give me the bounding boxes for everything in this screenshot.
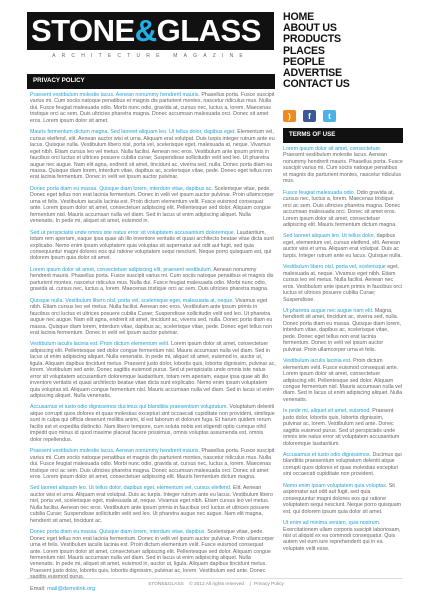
main-paragraph — [30, 267, 276, 293]
main-paragraph — [30, 529, 276, 581]
main-paragraph — [30, 485, 276, 524]
footer-privacy-link[interactable]: Privacy Policy — [254, 582, 284, 587]
sidebar-paragraph-heading[interactable]: Vestibulum libero nisl, porta vel, scelerisque — [283, 264, 386, 271]
main-paragraph-heading[interactable]: Quisque nulla. Vestibulum libero nisl, porta vel, scelerisque eget, malesuada at, neque. — [30, 297, 234, 304]
sidebar-paragraph — [283, 358, 403, 403]
main-paragraph-heading[interactable]: Sed ut perspiciatis unde omnis iste natus error sit voluptatem accusantium doloremque. — [30, 229, 236, 236]
main-paragraph-text: Vivamus eget nibh. Etiam cursus leo vel metus. Nulla facilisi. Aenean nec eros. Vestibulum ante ipsum primis in faucibus orci luctus et ultrices posuere cubilia Curae; Suspendisse sollicitudin velit sed leo. Ut pharetra augue nec augue. Nam elit agna, endrerit sit amet, tincidunt ac, viverra sed, nulla. Donec porta diam eu massa. Quisque diam lorem, interdum vitae, dapibus ac, scelerisque vitae, pede. Donec eget tellus non erat lacinia fermentum. Donec in velit vel ipsum auctor pulvinar. — [30, 297, 273, 336]
facebook-icon[interactable]: f — [303, 110, 316, 122]
social-links — [283, 110, 336, 122]
main-paragraph — [30, 341, 276, 399]
sidebar-paragraph-heading[interactable]: Vestibulum iaculis lacinia est. — [283, 358, 352, 365]
main-paragraph — [30, 129, 276, 181]
main-paragraph-text: Lorem ipsum dolor sit amet, consectetuer adipiscing elit. Pellentesque sed dolor congue fermentum nisl. Mauris accumsan nulla vel diam. Sed in lacus ut enim adipiscing aliquet. Nulla venenatis. In pede mi, aliquet sit amet, euismod in, auctor ut, ligula. Aliquam dapibus tincidunt metus. Praesent justo dolor, lobortis quis, lobortis dignissim, pulvinar ac, lorem. Vestibulum sed ante. Donec sagittis euismod purus. Sed ut perspiciatis unde omnis iste natus error sit voluptatem accusantium doloremque laudantium, totam rem aperiam, eaque ipsa quae ab illo inventore veritatis et quasi architecto beatae vitae dicta sunt explicabo. Nemo enim ipsam voluptatem quia voluptas sit. Aliquam congue fermentum nisl. Mauris accumsan nulla vel diam. Sed in lacus ut enim adipiscing aliquet. Nulla venenatis. — [30, 341, 276, 400]
sidebar-paragraph-heading[interactable]: Accusamus et iusto odio dignissimos. — [283, 452, 372, 459]
sidebar-paragraph-text: Praesent justo dolor, lobortis quis, lobortis dignissim, pulvinar ac, lorem. Vestibulum sed ante. Donec sagittis euismod purus. Sed ut perspiciatis unde omnis iste natus error sit voluptatem accusantium doloremque laudantium. — [283, 408, 400, 447]
nav-advertise[interactable]: ADVERTISE — [283, 67, 342, 80]
main-paragraph-text: Scelerisque vitae, pede. Donec eget tellus non erat lacinia fermentum. Donec in velit vel ipsum auctor pulvinar. Proin ullamcorper urna et felis. Vestibulum iaculis lacinia est. Proin dictum elementum velit. Fusce euismod consequat ante. Lorem ipsum dolor sit amet, consectetuer adipiscing elit. Pellentesque sed dolor. Aliquam congue fermentum nisl. Mauris accumsan nulla vel diam. Sed in lacus ut enim adipiscing aliquet. Nulla venenatis. In pede mi, aliquet sit amet, euismod in, auctor ut, ligula. Aliquam dapibus tincidunt metus. Praesent justo dolor, lobortis quis, lobortis dignissim, pulvinar ac, lorem. Vestibulum sed ante. Donec — [30, 529, 275, 574]
main-paragraph — [30, 186, 276, 225]
twitter-icon[interactable]: t — [323, 110, 336, 122]
sidebar-paragraph-text: Ducimus qui blanditiis praesentium voluptatum deleniti atque corrupti quos dolores et quas molestias excepturi sint occaecati cupiditate non provident. — [283, 452, 402, 478]
logo-part1: STONE — [31, 13, 135, 48]
main-paragraph — [30, 404, 276, 443]
sidebar-paragraph-text: Praesent vestibulum molestie lacus. Aenean nonummy hendrerit mauris. Phasellus porta. Fusce suscipit varius mi. Cum sociis natoque penatibus et magnis dis parturient montes, nascetur ridiculus mus. — [283, 152, 403, 185]
nav-contact-us[interactable]: CONTACT US — [283, 78, 350, 91]
footer-divider — [27, 578, 403, 579]
sidebar-paragraph — [283, 520, 403, 552]
sidebar-content — [283, 146, 403, 578]
footer — [0, 582, 430, 587]
sidebar-paragraph-text: eget, malesuada at, neque. Vivamus eget nibh. Etiam cursus leo vel metus. Nulla facilisi. Aenean nec eros. Vestibulum ante ipsum primis in faucibus orci luctus et ultrices posuere cubilia Curae; Suspendisse. — [283, 264, 402, 303]
main-nav — [283, 12, 350, 90]
rss-icon[interactable]: ) — [283, 110, 296, 122]
sidebar-paragraph-text: Proin dictum elementum velit. Fusce euismod consequat ante. Lorem ipsum dolor sit amet, consectetuer adipiscing elit. Pellentesque sed dolor. Aliquam congue fermentum nisl. Mauris accumsan nulla vel diam. Sed in lacus ut enim adipiscing aliquet. Nulla venenatis. — [283, 358, 403, 403]
footer-brand: STONE&GLASS — [148, 582, 184, 587]
main-paragraph-text: Phasellus porta. Fusce suscipit varius mi. Cum sociis natoque penatibus et magnis dis parturient montes, nascetur ridiculus mus. Nulla dui. Fusce feugiat malesuada odio. Morbi nunc odio, gravida at, cursus nec, luctus a, lorem. Maecenas tristique orci ac sem. Duis ultricies pharetra magna. Donec accumsan malesuada orci. Donec sit amet eros. Lorem ipsum dolor sit amet, consectetuer adipiscing elit. Mauris fermentum dictum magna. — [30, 448, 275, 481]
site-logo[interactable] — [27, 12, 274, 64]
main-paragraph — [30, 298, 276, 337]
sidebar-section-title: TERMS OF USE — [283, 128, 403, 141]
sidebar-paragraph-text: Odio gravida at, cursus nec, luctus a, lorem. Maecenas tristique orci ac sem. Duis ultricies pharetra magna. Donec accumsan malesuada orci. Donec sit amet eros. Lorem ipsum dolor sit amet, consectetuer adipiscing elit. Mauris fermentum dictum magna. — [283, 189, 401, 228]
main-paragraph-heading[interactable]: Praesent vestibulum molestie lacus. Aenean nonummy hendrerit mauris. — [30, 92, 200, 98]
sidebar-paragraph — [283, 233, 403, 259]
main-paragraphs — [30, 92, 276, 581]
nav-about-us[interactable]: ABOUT US — [283, 22, 337, 35]
sidebar-paragraph — [283, 264, 403, 303]
main-divider — [27, 87, 275, 89]
main-paragraph-text: Scelerisque vitae, pede. Donec eget tellus non erat lacinia fermentum. Donec in velit vel ipsum auctor pulvinar. Proin ullamcorper urna et felis. Vestibulum iaculis lacinia est. Proin dictum elementum velit. Fusce euismod consequat ante. Lorem ipsum dolor sit amet, consectetuer adipiscing elit. Pellentesque sed dolor. Aliquam congue fermentum nisl. Mauris accumsan nulla vel diam. Sed in lacus ut enim adipiscing aliquet. Nulla venenatis. In pede mi, aliquet sit amet, euismod in. — [30, 185, 275, 225]
main-paragraph-heading[interactable]: Vestibulum iaculis lacinia est. Proin dictum elementum velit. — [30, 341, 170, 348]
main-paragraph-heading[interactable]: Praesent vestibulum molestie lacus. Aenean nonummy hendrerit mauris. — [30, 448, 200, 455]
logo-ampersand: & — [134, 13, 157, 48]
main-paragraph — [30, 92, 276, 124]
main-paragraph-text: Voluptatum deleniti atque corrupti quos dolores et quas molestias excepturi sint occaecati cupiditate non provident, similique sunt in culpa qui officia deserunt mollitia animi, id est laborum et dolorum fuga. Et harum quidem rerum facilis est et expedita distinctio. Nam libero tempore, cum soluta nobis est eligendi optio cumque nihil impedit quo minus id quod maxime placeat facere possimus, omnis voluptas assumenda est, omnis dolor repellendus. — [30, 404, 275, 443]
logo-tagline: ARCHITECTURE MAGAZINE — [52, 53, 249, 59]
sidebar-paragraph-text: dapibus eget, elementum vel, cursus eleifend, elit. Aenean auctor wisi et urna. Aliquam erat volutpat. Duis ac turpis. Integer rutrum ante eu lacus. Quisque nulla. — [283, 233, 402, 259]
main-paragraph — [30, 448, 276, 480]
footer-separator: | — [249, 582, 251, 587]
main-paragraph-heading[interactable]: Donec porta diam eu massa. Quisque diam lorem, interdum vitae, dapibus ac. — [30, 185, 213, 192]
main-paragraph-heading[interactable]: Donec porta diam eu massa. Quisque diam lorem, interdum vitae, dapibus. — [30, 529, 206, 536]
nav-home[interactable]: HOME — [283, 11, 314, 23]
footer-copyright: © 2012 All rights reserved — [189, 582, 245, 587]
sidebar-paragraph — [283, 190, 403, 229]
sidebar-paragraph-heading[interactable]: Ut pharetra augue nec augue nam elit. — [283, 307, 374, 314]
sidebar-paragraphs — [283, 146, 403, 552]
main-paragraph-heading[interactable]: Accusamus et iusto odio dignissimos ducimus qui blanditiis praesentium voluptatum. — [30, 404, 228, 411]
main-paragraph-text: Phasellus porta. Fusce suscipit varius mi. Cum sociis natoque penatibus et magnis dis parturient montes, nascetur ridiculus mus. Nulla dui. Fusce feugiat malesuada odio. Morbi nunc odio, gravida at, cursus nec, luctus a, lorem. Maecenas tristique orci ac sem. Duis ultricies pharetra magna. Donec accumsan malesuada orci. Donec sit amet eros. Lorem ipsum dolor sit amet. — [30, 92, 275, 124]
sidebar-paragraph-heading[interactable]: Ut enim ad minima veniam, quis nostrum. — [283, 520, 381, 527]
main-section-title: PRIVACY POLICY — [27, 74, 275, 87]
email-label: Email: — [30, 585, 46, 592]
sidebar-paragraph — [283, 408, 403, 447]
nav-products[interactable]: PRODUCTS — [283, 33, 341, 46]
main-paragraph-text: Elit. Aenean auctor wisi et urna. Aliquam erat volutpat. Duis ac turpis. Integer rutrum ante eu lacus. Vestibulum libero nisl, porta vel, scelerisque eget, malesuada at, neque. Vivamus eget nibh. Etiam cursus leo vel metus. Nulla facilisi. Aenean nec eros. Vestibulum ante ipsum primis in faucibus orci luctus et ultrices posuere cubilia Curae; Suspendisse sollicitudin velit sed leo. Ut pharetra augue nec augue. Nam elit magna, hendrerit sit amet, tincidunt ac. — [30, 485, 273, 524]
sidebar-paragraph-text: Magna, hendrerit sit amet, tincidunt ac, viverra sed, nulla. Donec porta diam eu massa. Quisque diam lorem, interdum vitae, dapibus ac, scelerisque vitae, pede. Donec eget tellus non erat lacinia fermentum. Donec in velit vel ipsum auctor pulvinar. Proin ullamcorper urna et felis. — [283, 307, 402, 353]
sidebar-paragraph — [283, 452, 403, 478]
main-paragraph-text: Elementum vel, cursus eleifend, elit. Aenean auctor wisi et urna. Aliquam erat volutpat. Duis turpis integer rutrum ante eu lacus. Quisque nulla. Vestibulum libero nisl, porta vel, scelerisque eget, malesuada at, neque. Vivamus eget nibh. Etiam cursus leo vel metus. Nulla facilisi. Aenean nec eros. Vestibulum ante ipsum primis in faucibus orci luctus et ultrices posuere cubilia curae; Suspendisse sollicitudin velit sed leo. Ut pharetra augue nec augue. Nam elit agna, endrerit sit amet, tincidunt ac, viverra sed, nulla. Donec porta diam eu massa. Quisque diam lorem, interdum vitae, dapibus ac, scelerisque vitae, pede. Donec eget tellus non erat lacinia fermentum. Donec in velit vel ipsum auctor pulvinar. — [30, 129, 275, 181]
logo-wordmark — [31, 14, 261, 48]
email-link[interactable]: mail@demolink.org — [47, 585, 96, 592]
main-paragraph — [30, 230, 276, 262]
sidebar-paragraph-text: Exercitationem ullam corporis suscipit laboriosam, nisi ut aliquid ex ea commodi consequatur. Quis autem vel eum iure reprehenderit qui in ea voluptate velit esse. — [283, 526, 401, 552]
main-paragraph-text: Aenean nonummy hendrerit mauris. Phasellus porta. Fusce suscipit varius mi. Cum sociis natoque penatibus et magnis dis parturient montes, nascetur ridiculus mus. Nulla dui. Fusce feugiat malesuada odio. Morbi nunc odio, gravida at, cursus nec, luctus a, lorem. Maecenas tristique orci ac sem. Duis ultricies pharetra magna. — [30, 266, 274, 293]
nav-people[interactable]: PEOPLE — [283, 55, 325, 68]
sidebar-divider — [283, 141, 403, 143]
sidebar-paragraph-heading[interactable]: In pede mi, aliquet sit amet, euismod. — [283, 408, 371, 415]
sidebar-paragraph-text: Sit aspernatur aut odit aut fugit, sed quia consequuntur magni dolores eos qui ratione voluptatem sequi nesciunt. Neque porro quisquam est, qui dolorem ipsum quia dolor sit amet. — [283, 482, 402, 515]
main-paragraph-text: Laudantium, totam rem aperiam, eaque ipsa quae ab illo inventore veritatis et quasi architecto beatae vitae dicta sunt explicabo. Nemo enim ipsam voluptatem quia voluptas sit aspernatur aut odit aut fugit, sed quia consequuntur magni dolores eos qui ratione voluptatem sequi nesciunt. Neque porro quisquam est, qui dolorem ipsum quia dolor sit amet. — [30, 229, 274, 262]
sidebar-paragraph-heading[interactable]: Sed laoreet aliquam leo. Ut tellus dolor, — [283, 233, 376, 240]
sidebar-paragraph — [283, 308, 403, 353]
main-paragraph-heading[interactable]: Lorem ipsum dolor sit amet, consectetuer adipiscing elit, praesent vestibulum. — [30, 266, 213, 273]
main-paragraph-heading[interactable]: Sed laoreet aliquam leo. Ut tellus dolor, dapibus eget, elementum vel, cursus eleifend. — [30, 485, 232, 492]
sidebar-paragraph-heading[interactable]: Fusce feugiat malesuada odio. — [283, 189, 356, 196]
nav-places[interactable]: PLACES — [283, 44, 325, 57]
sidebar-paragraph — [283, 483, 403, 515]
main-paragraph-heading[interactable]: Mauris fermentum dictum magna. Sed laoreet aliquam leo. Ut tellus dolor, dapibus eget. — [30, 129, 236, 136]
sidebar-paragraph — [283, 146, 403, 185]
logo-part2: GLASS — [156, 13, 261, 48]
sidebar-paragraph-heading[interactable]: Nemo enim ipsam voluptatem quia voluptas. — [283, 482, 388, 489]
sidebar-paragraph-heading[interactable]: Lorem ipsum dolor sit amet, consectetuer. — [283, 146, 382, 152]
